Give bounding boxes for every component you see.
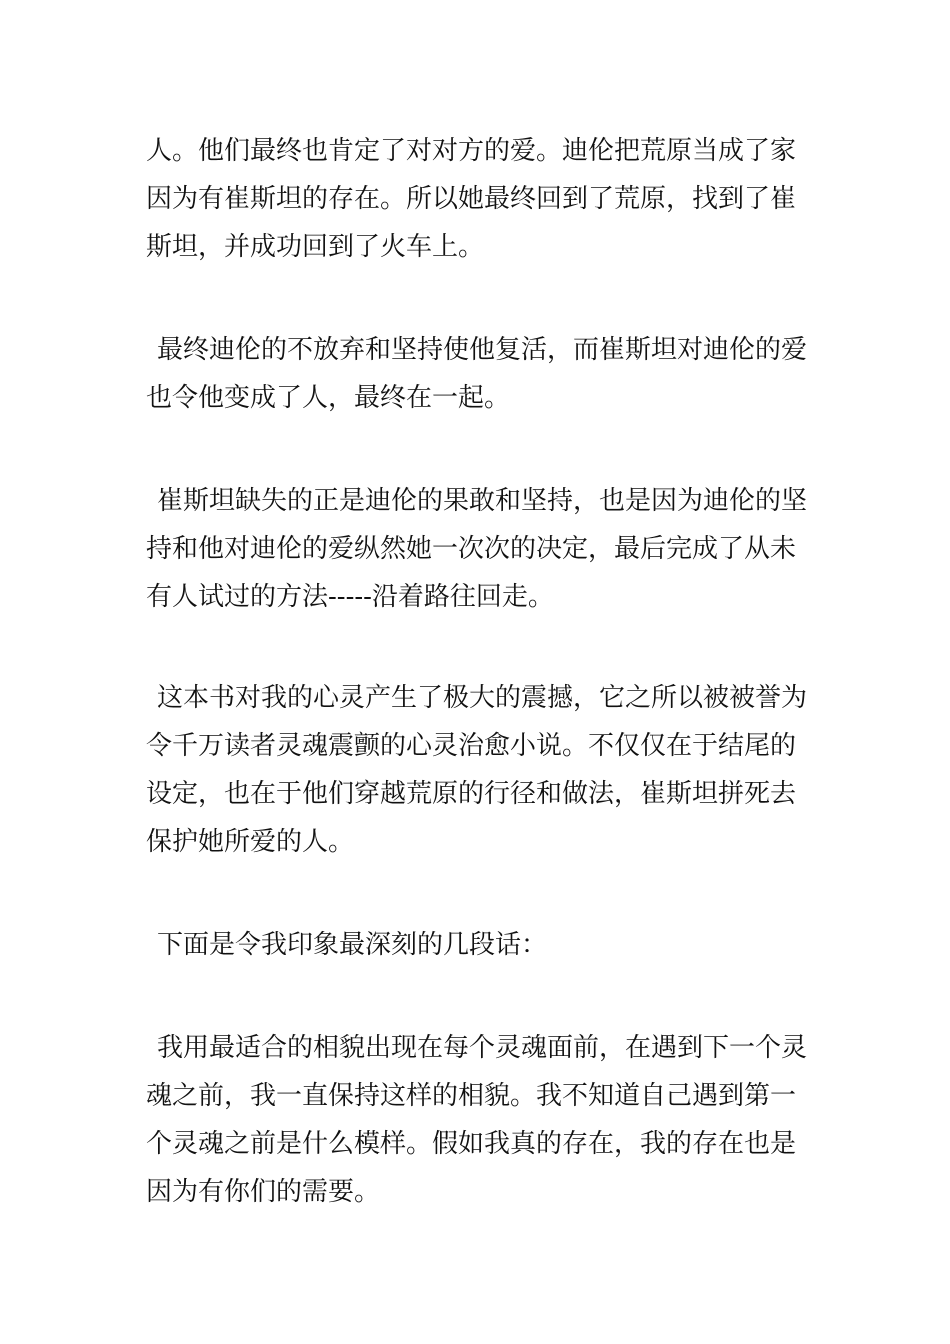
paragraph-4-line-4: 保护她所爱的人。 [146,827,355,857]
paragraph-3-line-1: 崔斯坦缺失的正是迪伦的果敢和坚持，也是因为迪伦的坚 [157,486,808,516]
paragraph-6-line-1: 我用最适合的相貌出现在每个灵魂面前，在遇到下一个灵 [157,1033,808,1063]
paragraph-3-line-2: 持和他对迪伦的爱纵然她一次次的决定，最后完成了从未 [146,534,797,564]
paragraph-4-line-1: 这本书对我的心灵产生了极大的震撼，它之所以被被誉为 [157,683,808,713]
paragraph-1-line-1: 人。他们最终也肯定了对对方的爱。迪伦把荒原当成了家 [146,136,797,166]
paragraph-2-line-2: 也令他变成了人，最终在一起。 [146,383,511,413]
paragraph-4-line-2: 令千万读者灵魂震颤的心灵治愈小说。不仅仅在于结尾的 [146,731,797,761]
paragraph-4-line-3: 设定，也在于他们穿越荒原的行径和做法，崔斯坦拼死去 [146,779,797,809]
paragraph-1-line-2: 因为有崔斯坦的存在。所以她最终回到了荒原，找到了崔 [146,184,797,214]
paragraph-6-line-3: 个灵魂之前是什么模样。假如我真的存在，我的存在也是 [146,1129,797,1159]
paragraph-2-line-1: 最终迪伦的不放弃和坚持使他复活，而崔斯坦对迪伦的爱 [157,335,808,365]
paragraph-5-line-1: 下面是令我印象最深刻的几段话： [157,930,548,960]
paragraph-6-line-2: 魂之前，我一直保持这样的相貌。我不知道自己遇到第一 [146,1081,797,1111]
paragraph-3-line-3: 有人试过的方法-----沿着路往回走。 [146,582,554,612]
paragraph-6-line-4: 因为有你们的需要。 [146,1177,381,1207]
paragraph-1-line-3: 斯坦，并成功回到了火车上。 [146,232,485,262]
